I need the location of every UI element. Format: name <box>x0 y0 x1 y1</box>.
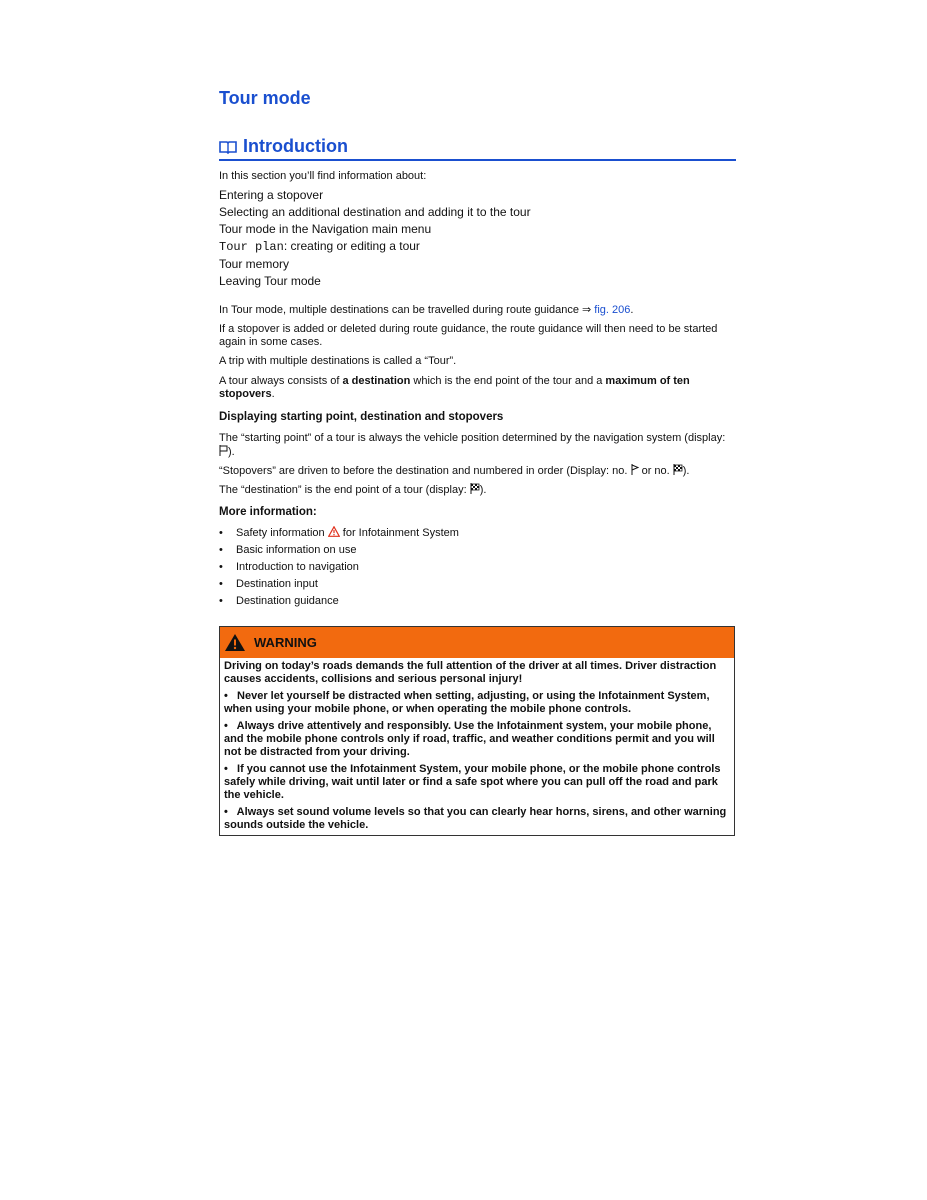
warning-bullet: • Always drive attentively and responsibly. Use the Infotainment system, your mobile phone, and the mobile phone controls only if road, traffic, and weather conditions permit and you will not be distracted from your driving. <box>224 720 715 758</box>
topic-list <box>219 187 531 290</box>
warning-box <box>219 626 735 836</box>
warning-title: WARNING <box>254 635 317 650</box>
text: The “starting point” of a tour is always the vehicle position determined by the navigation system (display: <box>219 432 726 444</box>
topic-item: Entering a stopover <box>219 188 324 202</box>
text: or no. <box>638 465 673 477</box>
paragraph-text: In Tour mode, multiple destinations can be travelled during route guidance ⇒ <box>219 304 595 316</box>
text: for Infotainment System <box>339 527 459 539</box>
bold-text: maximum of ten stopovers <box>219 375 690 400</box>
topic-sep: : <box>283 239 288 253</box>
starting-point-text <box>219 432 735 459</box>
warning-intro: Driving on today’s roads demands the full attention of the driver at all times. Driver distraction causes accidents, collisions and serious personal injury! <box>224 660 717 685</box>
warning-triangle-icon <box>224 633 246 652</box>
text: The “destination” is the end point of a tour (display: <box>219 484 470 496</box>
warning-text: Never let yourself be distracted when setting, adjusting, or using the Infotainment System, when using your mobile phone, or when operating the mobile phone controls. <box>224 690 710 715</box>
topic-text: creating or editing a tour <box>290 239 420 253</box>
warning-text: If you cannot use the Infotainment System, your mobile phone, or the mobile phone controls safely while driving, wait until later or find a safe spot where you can pull off the road and park the vehicle. <box>224 763 721 801</box>
list-item[interactable]: • Introduction to navigation <box>219 559 735 576</box>
warning-body <box>220 658 734 835</box>
topic-item <box>219 238 531 256</box>
list-item[interactable]: • Basic information on use <box>219 542 735 559</box>
list-item[interactable] <box>219 525 735 542</box>
text: which is the end point of the tour and a <box>410 375 606 387</box>
text: “Stopovers” are driven to before the destination and numbered in order (Display: no. <box>219 465 631 477</box>
topic-item: Tour memory <box>219 257 290 271</box>
section-title: Introduction <box>243 136 348 156</box>
paragraph-2: If a stopover is added or deleted during route guidance, the route guidance will then need to be started again in some cases. <box>219 323 718 348</box>
paragraph-4 <box>219 375 735 401</box>
text: A tour always consists of <box>219 375 343 387</box>
text: . <box>271 388 275 400</box>
text: ). <box>228 446 235 458</box>
destination-text <box>219 483 735 497</box>
text: Safety information <box>236 527 328 539</box>
bold-text: a destination <box>342 375 411 387</box>
topic-item: Selecting an additional destination and adding it to the tour <box>219 205 531 219</box>
page-title: Tour mode <box>219 88 311 108</box>
list-item[interactable]: • Destination guidance <box>219 593 735 610</box>
warning-bullet: • If you cannot use the Infotainment System, your mobile phone, or the mobile phone controls safely while driving, wait until later or find a safe spot where you can pull off the road and park the vehicle. <box>224 763 721 801</box>
topic-item: Leaving Tour mode <box>219 274 321 288</box>
display-heading: Displaying starting point, destination and stopovers <box>219 411 504 423</box>
section-header <box>219 136 736 161</box>
tour-plan-label: Tour plan <box>219 240 284 254</box>
warning-text: Always set sound volume levels so that you can clearly hear horns, sirens, and other warning sounds outside the vehicle. <box>224 806 727 831</box>
checkered-flag-icon <box>470 483 480 494</box>
paragraph-1 <box>219 304 735 317</box>
stopovers-text <box>219 464 735 478</box>
text: ). <box>682 465 690 477</box>
warning-bullet: • Never let yourself be distracted when setting, adjusting, or using the Infotainment System, when using your mobile phone, or when operating the mobile phone controls. <box>224 690 710 715</box>
paragraph-3: A trip with multiple destinations is called a “Tour”. <box>219 355 457 367</box>
section-title-row <box>219 136 736 157</box>
warning-header <box>220 627 734 658</box>
stopover-flag-icon <box>631 464 639 475</box>
topic-item: Tour mode in the Navigation main menu <box>219 222 432 236</box>
warning-triangle-icon <box>328 526 340 537</box>
book-icon <box>219 140 237 154</box>
intro-text: In this section you’ll find information about: <box>219 170 427 182</box>
text: ). <box>479 484 487 496</box>
list-item[interactable]: • Destination input <box>219 576 735 593</box>
paragraph-end: . <box>630 304 634 316</box>
more-info-list <box>219 525 735 610</box>
warning-text: Always drive attentively and responsibly. Use the Infotainment system, your mobile phone, and the mobile phone controls only if road, traffic, and weather conditions permit and you will not be distracted from your driving. <box>224 720 715 758</box>
figure-link[interactable]: fig. 206 <box>594 304 631 316</box>
checkered-flag-icon <box>673 464 683 475</box>
more-info-heading: More information: <box>219 506 317 518</box>
flag-outline-icon <box>219 445 228 456</box>
warning-bullet: • Always set sound volume levels so that you can clearly hear horns, sirens, and other warning sounds outside the vehicle. <box>224 806 727 831</box>
